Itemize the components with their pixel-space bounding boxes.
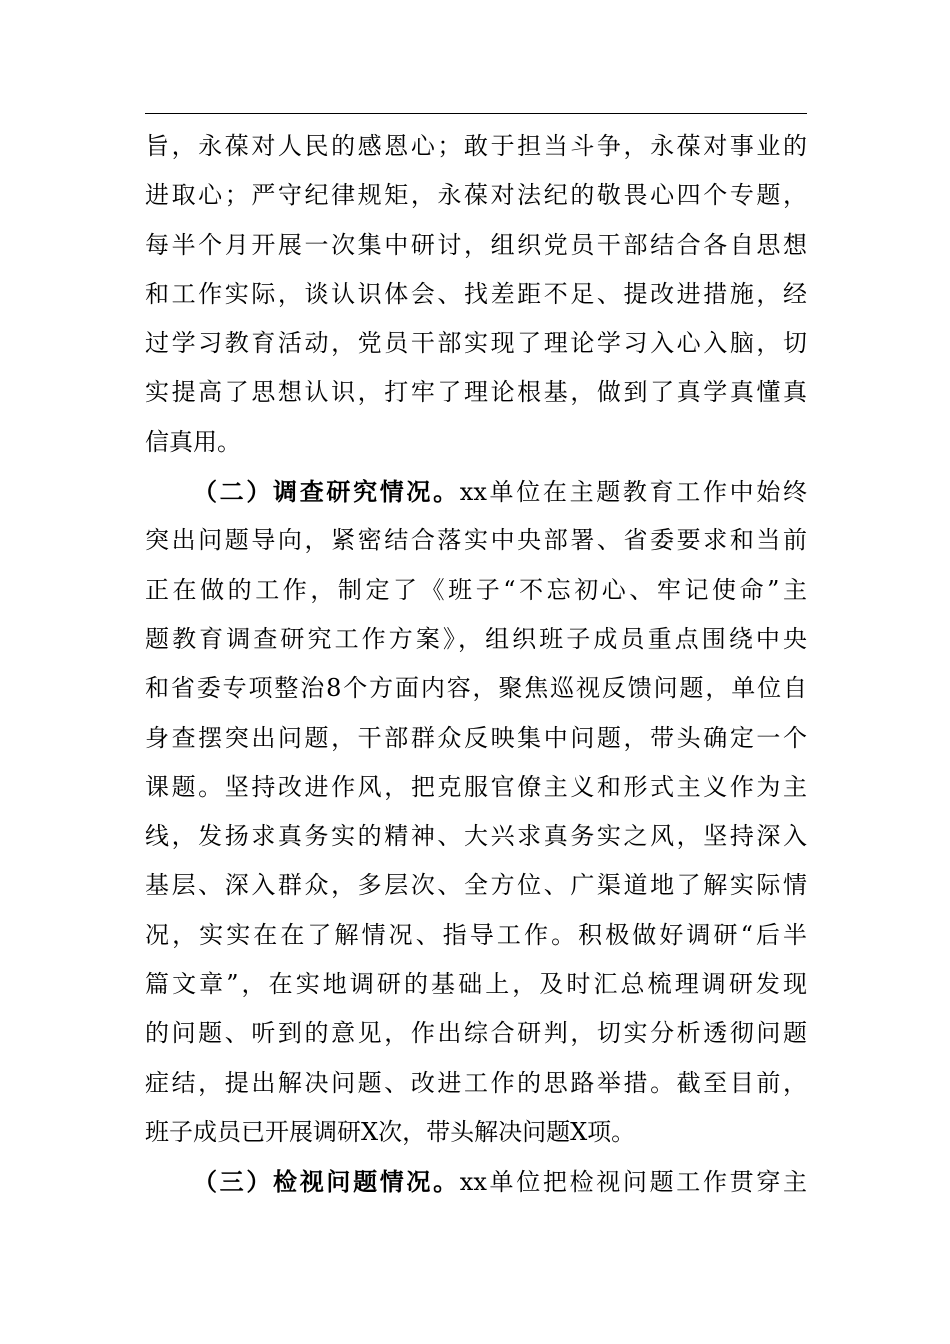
text-line (145, 516, 807, 565)
text-line (145, 812, 807, 861)
section-heading: （二）调查研究情况。 (193, 477, 460, 507)
header-rule (145, 113, 807, 114)
line-text: 和省委专项整治8个方面内容，聚焦巡视反馈问题，单位自 (145, 674, 807, 703)
text-line (145, 615, 807, 664)
line-text: 实提高了思想认识，打牢了理论根基，做到了真学真懂真 (145, 378, 807, 407)
line-text: 突出问题导向，紧密结合落实中央部署、省委要求和当前 (145, 526, 807, 555)
text-line (145, 763, 807, 812)
line-text: 课题。坚持改进作风，把克服官僚主义和形式主义作为主 (145, 772, 807, 801)
text-line (145, 270, 807, 319)
text-line (145, 960, 807, 1009)
line-text: 基层、深入群众，多层次、全方位、广渠道地了解实际情 (145, 871, 807, 900)
line-text: 每半个月开展一次集中研讨，组织党员干部结合各自思想 (145, 230, 807, 259)
line-text: 过学习教育活动，党员干部实现了理论学习入心入脑，切 (145, 329, 807, 358)
line-text: 身查摆突出问题，干部群众反映集中问题，带头确定一个 (145, 723, 807, 752)
line-text: xx单位把检视问题工作贯穿主 (459, 1168, 807, 1197)
text-line (145, 1108, 807, 1157)
text-line (145, 467, 807, 516)
section-heading: （三）检视问题情况。 (193, 1167, 460, 1197)
line-text: 况，实实在在了解情况、指导工作。积极做好调研“后半 (145, 920, 807, 949)
line-text: 症结，提出解决问题、改进工作的思路举措。截至目前， (145, 1068, 807, 1097)
line-text: 正在做的工作，制定了《班子“不忘初心、牢记使命”主 (145, 575, 807, 604)
text-line (145, 418, 807, 467)
text-line (145, 664, 807, 713)
line-text: 旨，永葆对人民的感恩心；敢于担当斗争，永葆对事业的 (145, 132, 807, 160)
line-text: 信真用。 (145, 427, 241, 456)
line-text: 线，发扬求真务实的精神、大兴求真务实之风，坚持深入 (145, 822, 807, 851)
text-line (145, 1059, 807, 1108)
text-line (145, 714, 807, 763)
text-line (145, 1157, 807, 1206)
line-text: 班子成员已开展调研X次，带头解决问题X项。 (145, 1117, 636, 1146)
text-line (145, 319, 807, 368)
text-line (145, 368, 807, 417)
line-text: 篇文章”，在实地调研的基础上，及时汇总梳理调研发现 (145, 970, 807, 999)
text-line (145, 911, 807, 960)
line-text: 题教育调查研究工作方案》，组织班子成员重点围绕中央 (145, 624, 807, 653)
text-line (145, 122, 807, 171)
line-text: 和工作实际，谈认识体会、找差距不足、提改进措施，经 (145, 279, 807, 308)
line-text: 的问题、听到的意见，作出综合研判，切实分析透彻问题 (145, 1019, 807, 1048)
text-line (145, 861, 807, 910)
text-line (145, 221, 807, 270)
text-line (145, 171, 807, 220)
body-text (145, 122, 807, 1207)
text-line (145, 1009, 807, 1058)
line-text: 进取心；严守纪律规矩，永葆对法纪的敬畏心四个专题， (145, 181, 807, 210)
text-line (145, 566, 807, 615)
line-text: xx单位在主题教育工作中始终 (459, 478, 807, 507)
